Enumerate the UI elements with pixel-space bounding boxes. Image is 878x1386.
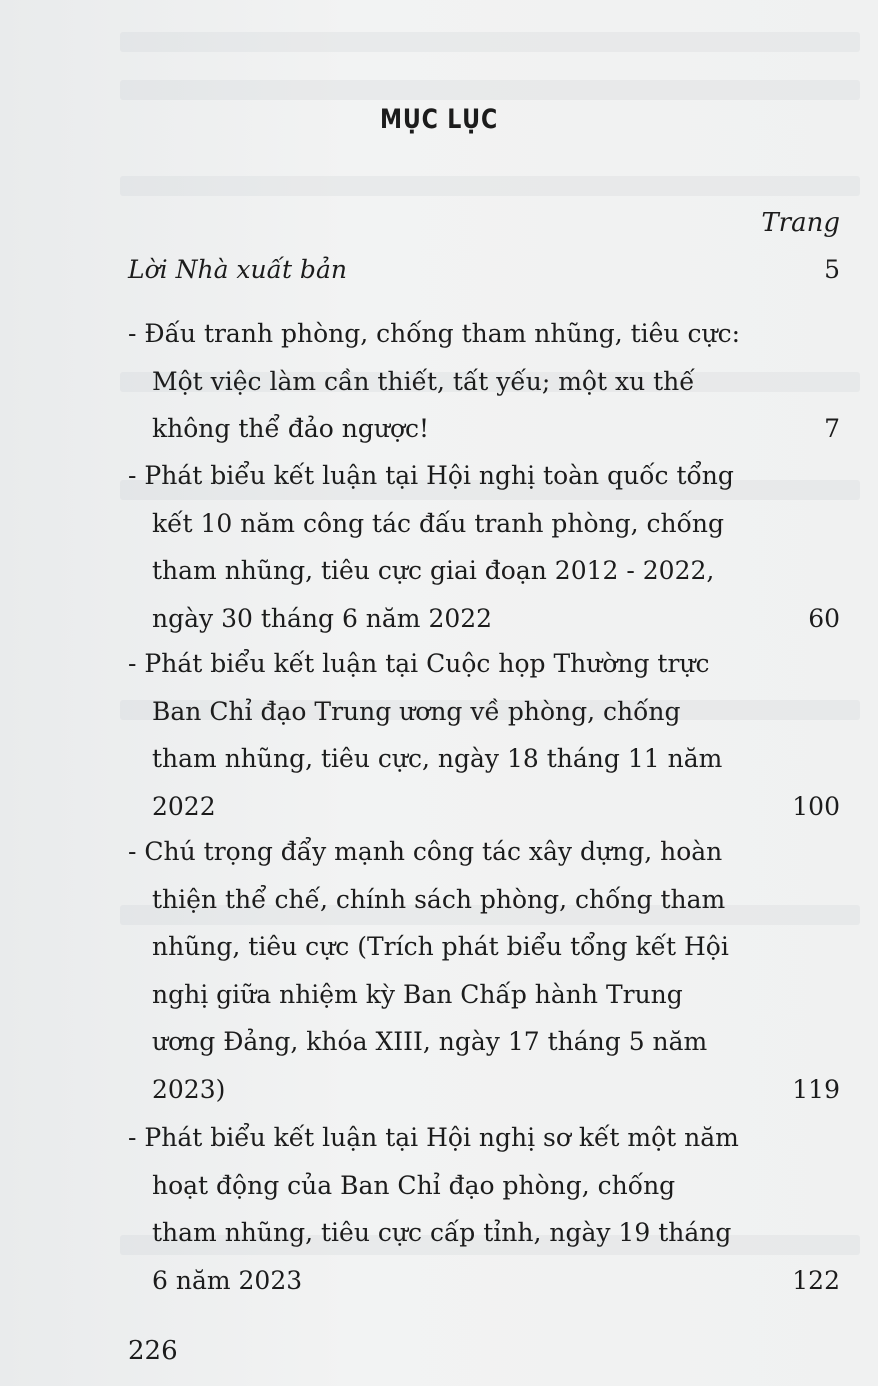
toc-entry-page: 60 xyxy=(808,603,840,633)
toc-entry-page: 7 xyxy=(824,414,840,443)
page-number: 226 xyxy=(128,1336,178,1366)
toc-entry-page: 122 xyxy=(792,1265,840,1295)
page-column-header: Trang xyxy=(761,208,840,238)
toc-entry-title: Lời Nhà xuất bản xyxy=(128,255,347,284)
toc-entry-title: - Phát biểu kết luận tại Hội nghị sơ kết một năm hoạt động của Ban Chỉ đạo phòng, chống tham nhũng, tiêu cực cấp tỉnh, ngày 19 tháng 6 năm 2023 xyxy=(128,1123,739,1295)
toc-entry-title: - Đấu tranh phòng, chống tham nhũng, tiêu cực: Một việc làm cần thiết, tất yếu; một xu thế không thể đảo ngược! xyxy=(128,319,741,443)
toc-entry-page: 119 xyxy=(792,1074,840,1104)
bleed-through-line xyxy=(120,32,860,52)
toc-entry[interactable] xyxy=(128,640,840,830)
toc-entry[interactable] xyxy=(128,1114,840,1304)
toc-entry[interactable] xyxy=(128,828,840,1113)
toc-entry-title: - Phát biểu kết luận tại Hội nghị toàn quốc tổng kết 10 năm công tác đấu tranh phòng, chống tham nhũng, tiêu cực giai đoạn 2012 - 2022, ngày 30 tháng 6 năm 2022 xyxy=(128,461,734,633)
bleed-through-line xyxy=(120,176,860,196)
toc-entry[interactable] xyxy=(128,310,840,453)
toc-entry-page: 5 xyxy=(824,255,840,284)
toc-entry-title: - Phát biểu kết luận tại Cuộc họp Thường trực Ban Chỉ đạo Trung ương về phòng, chống tham nhũng, tiêu cực, ngày 18 tháng 11 năm 2022 xyxy=(128,649,723,821)
toc-entry[interactable] xyxy=(128,452,840,642)
page-title: MỤC LỤC xyxy=(379,104,499,135)
bleed-through-line xyxy=(120,80,860,100)
toc-entry[interactable] xyxy=(128,246,840,294)
toc-entry-title: - Chú trọng đẩy mạnh công tác xây dựng, hoàn thiện thể chế, chính sách phòng, chống tham nhũng, tiêu cực (Trích phát biểu tổng kết Hội nghị giữa nhiệm kỳ Ban Chấp hành Trung ương Đảng, khóa XIII, ngày 17 tháng 5 năm 2023) xyxy=(128,837,729,1104)
toc-entry-page: 100 xyxy=(792,791,840,821)
